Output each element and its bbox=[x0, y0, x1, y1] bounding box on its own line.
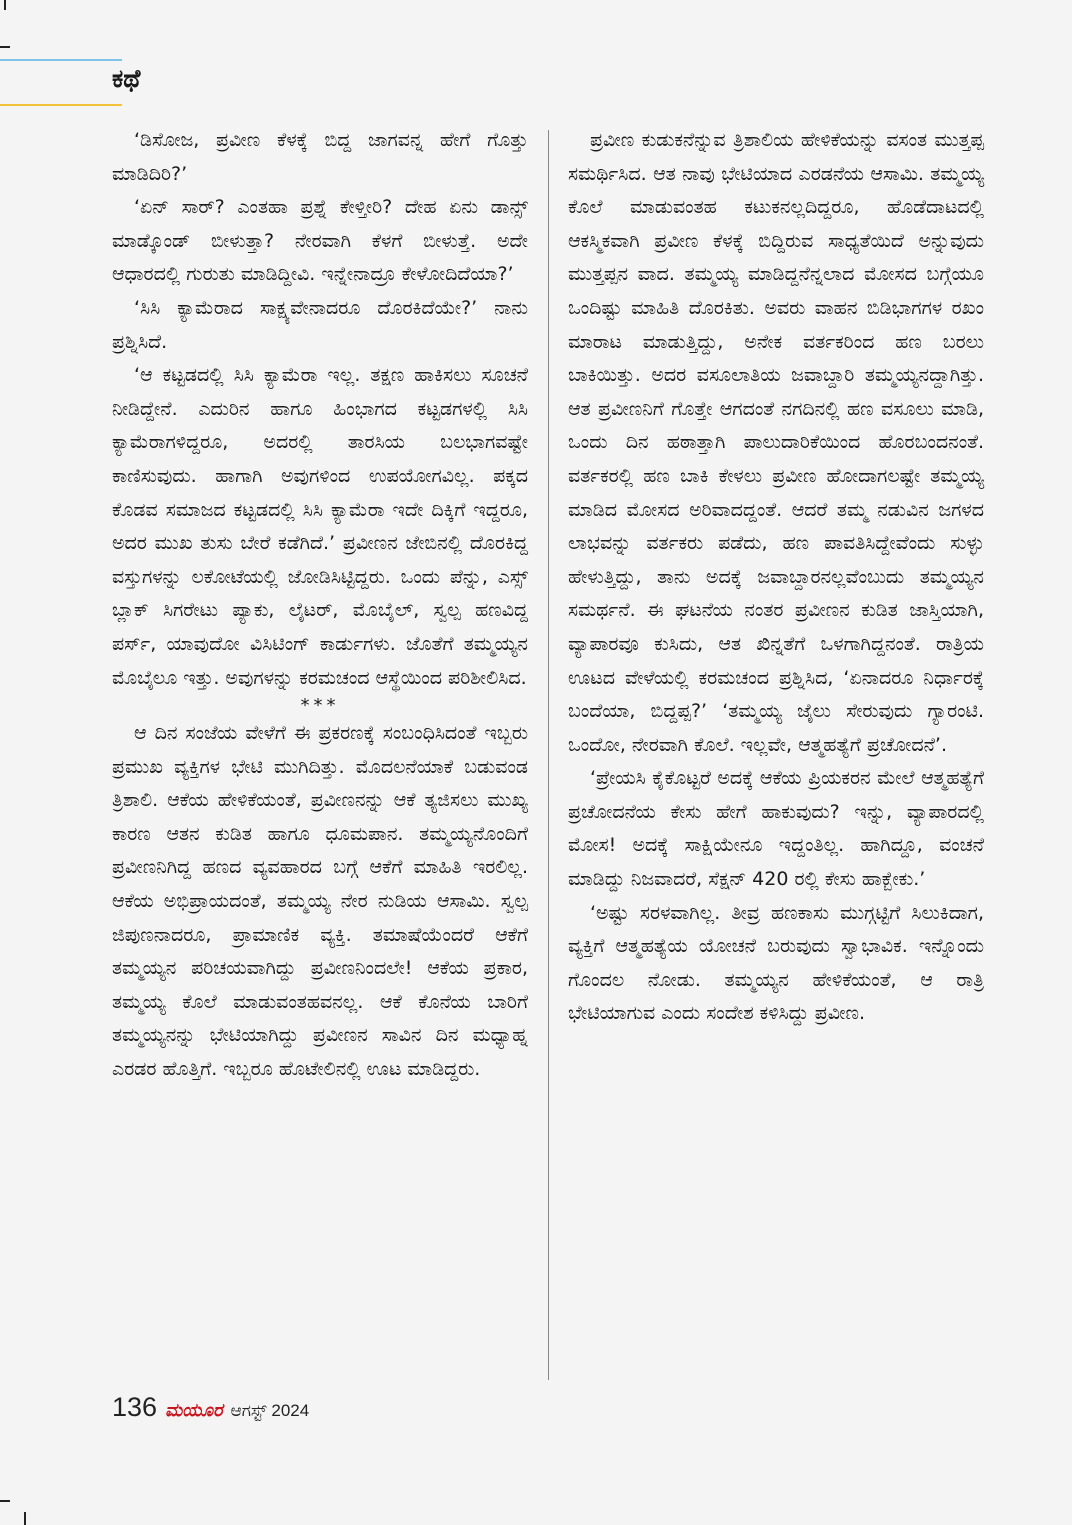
page-number: 136 bbox=[112, 1392, 158, 1422]
section-break: *** bbox=[300, 695, 340, 717]
header-rule-yellow bbox=[0, 104, 122, 106]
header-rule-blue bbox=[0, 59, 122, 61]
paragraph: ‘ಏನ್ ಸಾರ್? ಎಂತಹಾ ಪ್ರಶ್ನೆ ಕೇಳ್ತೀರಿ? ದೇಹ ಏನು ಡಾನ್ಸ್ ಮಾಡ್ಕೊಂಡ್ ಬೀಳುತ್ತಾ? ನೇರವಾಗಿ ಕೆಳಗೆ ಬೀಳುತ್ತೆ. ಅದೇ ಆಧಾರದಲ್ಲಿ ಗುರುತು ಮಾಡಿದ್ದೀವಿ. ಇನ್ನೇನಾದ್ರೂ ಕೇಳೋದಿದೆಯಾ?’ bbox=[112, 196, 528, 286]
issue-date: ಆಗಸ್ಟ್ 2024 bbox=[230, 1401, 310, 1420]
section-label: ಕಥೆ bbox=[112, 64, 141, 93]
paragraph: ‘ಪ್ರೇಯಸಿ ಕೈಕೊಟ್ಟರೆ ಅದಕ್ಕೆ ಆಕೆಯ ಪ್ರಿಯಕರನ ಮೇಲೆ ಆತ್ಮಹತ್ಯೆಗೆ ಪ್ರಚೋದನೆಯ ಕೇಸು ಹೇಗೆ ಹಾಕುವುದು? ಇನ್ನು, ವ್ಯಾಪಾರದಲ್ಲಿ ಮೋಸ! ಅದಕ್ಕೆ ಸಾಕ್ಷಿಯೇನೂ ಇದ್ದಂತಿಲ್ಲ. ಹಾಗಿದ್ದೂ, ವಂಚನೆ ಮಾಡಿದ್ದು ನಿಜವಾದರೆ, ಸೆಕ್ಷನ್ 420 ರಲ್ಲಿ ಕೇಸು ಹಾಕ್ಬೇಕು.’ bbox=[568, 767, 984, 891]
magazine-logo: ಮಯೂರ bbox=[165, 1400, 223, 1421]
paragraph: ‘ಅಷ್ಟು ಸರಳವಾಗಿಲ್ಲ. ತೀವ್ರ ಹಣಕಾಸು ಮುಗ್ಗಟ್ಟಿಗೆ ಸಿಲುಕಿದಾಗ, ವ್ಯಕ್ತಿಗೆ ಆತ್ಮಹತ್ಯೆಯ ಯೋಚನೆ ಬರುವುದು ಸ್ವಾಭಾವಿಕ. ಇನ್ನೊಂದು ಗೊಂದಲ ನೋಡು. ತಮ್ಮಯ್ಯನ ಹೇಳಿಕೆಯಂತೆ, ಆ ರಾತ್ರಿ ಭೇಟಿಯಾಗುವ ಎಂದು ಸಂದೇಶ ಕಳಿಸಿದ್ದು ಪ್ರವೀಣ. bbox=[568, 901, 984, 1025]
paragraph: ಪ್ರವೀಣ ಕುಡುಕನೆನ್ನುವ ತ್ರಿಶಾಲಿಯ ಹೇಳಿಕೆಯನ್ನು ವಸಂತ ಮುತ್ತಪ್ಪ ಸಮರ್ಥಿಸಿದ. ಆತ ನಾವು ಭೇಟಿಯಾದ ಎರಡನೆಯ ಆಸಾಮಿ. ತಮ್ಮಯ್ಯ ಕೊಲೆ ಮಾಡುವಂತಹ ಕಟುಕನಲ್ಲದಿದ್ದರೂ, ಹೊಡೆದಾಟದಲ್ಲಿ ಆಕಸ್ಮಿಕವಾಗಿ ಪ್ರವೀಣ ಕೆಳಕ್ಕೆ ಬಿದ್ದಿರುವ ಸಾಧ್ಯತೆಯಿದೆ ಅನ್ನುವುದು ಮುತ್ತಪ್ಪನ ವಾದ. ತಮ್ಮಯ್ಯ ಮಾಡಿದ್ದನೆನ್ನಲಾದ ಮೋಸದ ಬಗ್ಗೆಯೂ ಒಂದಿಷ್ಟು ಮಾಹಿತಿ ದೊರಕಿತು. ಅವರು ವಾಹನ ಬಿಡಿಭಾಗಗಳ ರಖಂ ಮಾರಾಟ ಮಾಡುತ್ತಿದ್ದು, ಅನೇಕ ವರ್ತಕರಿಂದ ಹಣ ಬರಲು ಬಾಕಿಯಿತ್ತು. ಅದರ ವಸೂಲಾತಿಯ ಜವಾಬ್ದಾರಿ ತಮ್ಮಯ್ಯನದ್ದಾಗಿತ್ತು. ಆತ ಪ್ರವೀಣನಿಗೆ ಗೊತ್ತೇ ಆಗದಂತೆ ನಗದಿನಲ್ಲಿ ಹಣ ವಸೂಲು ಮಾಡಿ, ಒಂದು ದಿನ ಹಠಾತ್ತಾಗಿ ಪಾಲುದಾರಿಕೆಯಿಂದ ಹೊರಬಂದನಂತೆ. ವರ್ತಕರಲ್ಲಿ ಹಣ ಬಾಕಿ ಕೇಳಲು ಪ್ರವೀಣ ಹೋದಾಗಲಷ್ಟೇ ತಮ್ಮಯ್ಯ ಮಾಡಿದ ಮೋಸದ ಅರಿವಾದದ್ದಂತೆ. ಆದರೆ ತಮ್ಮ ನಡುವಿನ ಜಗಳದ ಲಾಭವನ್ನು ವರ್ತಕರು ಪಡೆದು, ಹಣ ಪಾವತಿಸಿದ್ದೇವೆಂದು ಸುಳ್ಳು ಹೇಳುತ್ತಿದ್ದು, ತಾನು ಅದಕ್ಕೆ ಜವಾಬ್ದಾರನಲ್ಲವೆಂಬುದು ತಮ್ಮಯ್ಯನ ಸಮರ್ಥನೆ. ಈ ಘಟನೆಯ ನಂತರ ಪ್ರವೀಣನ ಕುಡಿತ ಜಾಸ್ತಿಯಾಗಿ, ವ್ಯಾಪಾರವೂ ಕುಸಿದು, ಆತ ಖಿನ್ನತೆಗೆ ಒಳಗಾಗಿದ್ದನಂತೆ. ರಾತ್ರಿಯ ಊಟದ ವೇಳೆಯಲ್ಲಿ ಕರಮಚಂದ ಪ್ರಶ್ನಿಸಿದ, ‘ಏನಾದರೂ ನಿರ್ಧಾರಕ್ಕೆ ಬಂದೆಯಾ, ಬಿದ್ದಪ್ಪ?’ ‘ತಮ್ಮಯ್ಯ ಜೈಲು ಸೇರುವುದು ಗ್ಯಾರಂಟಿ. ಒಂದೋ, ನೇರವಾಗಿ ಕೊಲೆ. ಇಲ್ಲವೇ, ಆತ್ಮಹತ್ಯೆಗೆ ಪ್ರಚೋದನೆ’. bbox=[568, 129, 984, 756]
paragraph: ‘ಸಿಸಿ ಕ್ಯಾಮೆರಾದ ಸಾಕ್ಷ್ಯವೇನಾದರೂ ದೊರಕಿದೆಯೇ?’ ನಾನು ಪ್ರಶ್ನಿಸಿದೆ. bbox=[112, 296, 528, 353]
left-column bbox=[112, 124, 528, 1087]
paragraph: ‘ಡಿಸೋಜ, ಪ್ರವೀಣ ಕೆಳಕ್ಕೆ ಬಿದ್ದ ಜಾಗವನ್ನ ಹೇಗೆ ಗೊತ್ತು ಮಾಡಿದಿರಿ?’ bbox=[112, 129, 528, 185]
page-footer bbox=[112, 1392, 309, 1423]
column-divider bbox=[548, 130, 549, 1380]
paragraph: ಆ ದಿನ ಸಂಜೆಯ ವೇಳೆಗೆ ಈ ಪ್ರಕರಣಕ್ಕೆ ಸಂಬಂಧಿಸಿದಂತೆ ಇಬ್ಬರು ಪ್ರಮುಖ ವ್ಯಕ್ತಿಗಳ ಭೇಟಿ ಮುಗಿದಿತ್ತು. ಮೊದಲನೆಯಾಕೆ ಬಡುವಂಡ ತ್ರಿಶಾಲಿ. ಆಕೆಯ ಹೇಳಿಕೆಯಂತೆ, ಪ್ರವೀಣನನ್ನು ಆಕೆ ತ್ಯಜಿಸಲು ಮುಖ್ಯ ಕಾರಣ ಆತನ ಕುಡಿತ ಹಾಗೂ ಧೂಮಪಾನ. ತಮ್ಮಯ್ಯನೊಂದಿಗೆ ಪ್ರವೀಣನಿಗಿದ್ದ ಹಣದ ವ್ಯವಹಾರದ ಬಗ್ಗೆ ಆಕೆಗೆ ಮಾಹಿತಿ ಇರಲಿಲ್ಲ. ಆಕೆಯ ಅಭಿಪ್ರಾಯದಂತೆ, ತಮ್ಮಯ್ಯ ನೇರ ನುಡಿಯ ಆಸಾಮಿ. ಸ್ವಲ್ಪ ಜಿಪುಣನಾದರೂ, ಪ್ರಾಮಾಣಿಕ ವ್ಯಕ್ತಿ. ತಮಾಷೆಯೆಂದರೆ ಆಕೆಗೆ ತಮ್ಮಯ್ಯನ ಪರಿಚಯವಾಗಿದ್ದು ಪ್ರವೀಣನಿಂದಲೇ! ಆಕೆಯ ಪ್ರಕಾರ, ತಮ್ಮಯ್ಯ ಕೊಲೆ ಮಾಡುವಂತಹವನಲ್ಲ. ಆಕೆ ಕೊನೆಯ ಬಾರಿಗೆ ತಮ್ಮಯ್ಯನನ್ನು ಭೇಟಿಯಾಗಿದ್ದು ಪ್ರವೀಣನ ಸಾವಿನ ದಿನ ಮಧ್ಯಾಹ್ನ ಎರಡರ ಹೊತ್ತಿಗೆ. ಇಬ್ಬರೂ ಹೊಟೇಲಿನಲ್ಲಿ ಊಟ ಮಾಡಿದ್ದರು. bbox=[112, 722, 528, 1081]
right-column bbox=[568, 124, 984, 1031]
paragraph: ‘ಆ ಕಟ್ಟಡದಲ್ಲಿ ಸಿಸಿ ಕ್ಯಾಮೆರಾ ಇಲ್ಲ. ತಕ್ಷಣ ಹಾಕಿಸಲು ಸೂಚನೆ ನೀಡಿದ್ದೇನೆ. ಎದುರಿನ ಹಾಗೂ ಹಿಂಭಾಗದ ಕಟ್ಟಡಗಳಲ್ಲಿ ಸಿಸಿ ಕ್ಯಾಮೆರಾಗಳಿದ್ದರೂ, ಅದರಲ್ಲಿ ತಾರಸಿಯ ಬಲಭಾಗವಷ್ಟೇ ಕಾಣಿಸುವುದು. ಹಾಗಾಗಿ ಅವುಗಳಿಂದ ಉಪಯೋಗವಿಲ್ಲ. ಪಕ್ಕದ ಕೊಡವ ಸಮಾಜದ ಕಟ್ಟಡದಲ್ಲಿ ಸಿಸಿ ಕ್ಯಾಮೆರಾ ಇದೇ ದಿಕ್ಕಿಗೆ ಇದ್ದರೂ, ಅದರ ಮುಖ ತುಸು ಬೇರೆ ಕಡೆಗಿದೆ.’ ಪ್ರವೀಣನ ಜೇಬಿನಲ್ಲಿ ದೊರಕಿದ್ದ ವಸ್ತುಗಳನ್ನು ಲಕೋಟೆಯಲ್ಲಿ ಜೋಡಿಸಿಟ್ಟಿದ್ದರು. ಒಂದು ಪೆನ್ನು, ಎಸ್ಸ್ ಬ್ಲಾಕ್ ಸಿಗರೇಟು ಪ್ಯಾಕು, ಲೈಟರ್, ಮೊಬೈಲ್, ಸ್ವಲ್ಪ ಹಣವಿದ್ದ ಪರ್ಸ್, ಯಾವುದೋ ವಿಸಿಟಿಂಗ್ ಕಾರ್ಡುಗಳು. ಜೊತೆಗೆ ತಮ್ಮಯ್ಯನ ಮೊಬೈಲೂ ಇತ್ತು. ಅವುಗಳನ್ನು ಕರಮಚಂದ ಆಸ್ಥೆಯಿಂದ ಪರಿಶೀಲಿಸಿದ. bbox=[112, 364, 528, 689]
